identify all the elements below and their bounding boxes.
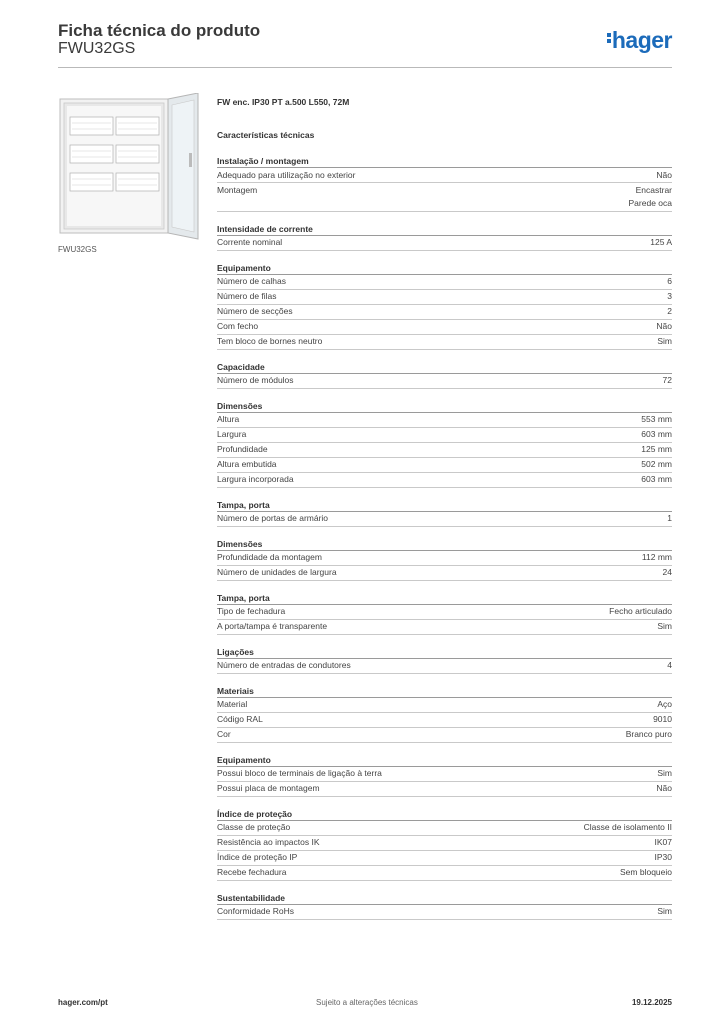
spec-value: 9010	[653, 714, 672, 724]
spec-row	[217, 728, 672, 743]
spec-row	[217, 458, 672, 473]
spec-group-title: Tampa, porta	[217, 498, 672, 512]
spec-label: Possui bloco de terminais de ligação à terra	[217, 768, 382, 778]
spec-row	[217, 183, 672, 212]
spec-label: Código RAL	[217, 714, 263, 724]
spec-group-title: Materiais	[217, 684, 672, 698]
spec-label: Material	[217, 699, 248, 709]
hager-logo	[607, 27, 672, 54]
spec-label: Corrente nominal	[217, 237, 283, 247]
spec-label: Montagem	[217, 184, 258, 195]
spec-group	[217, 498, 672, 527]
spec-row	[217, 512, 672, 527]
spec-value: 603 mm	[641, 429, 672, 439]
spec-label: Tipo de fechadura	[217, 606, 286, 616]
spec-label: Com fecho	[217, 321, 259, 331]
spec-row	[217, 374, 672, 389]
spec-row	[217, 851, 672, 866]
spec-label: Tem bloco de bornes neutro	[217, 336, 323, 346]
spec-row	[217, 443, 672, 458]
spec-value: 1	[667, 513, 672, 523]
spec-value: 4	[667, 660, 672, 670]
spec-row	[217, 305, 672, 320]
footer-website: hager.com/pt	[58, 998, 108, 1007]
spec-group-title: Ligações	[217, 645, 672, 659]
spec-row	[217, 320, 672, 335]
footer-date: 19.12.2025	[631, 998, 672, 1007]
page-header	[58, 20, 672, 68]
spec-row	[217, 659, 672, 674]
spec-label: Cor	[217, 729, 231, 739]
spec-group	[217, 222, 672, 251]
product-code: FWU32GS	[58, 40, 136, 57]
spec-group	[217, 154, 672, 212]
logo-colon-icon	[607, 31, 611, 45]
spec-label: Altura embutida	[217, 459, 277, 469]
spec-group	[217, 537, 672, 581]
spec-row	[217, 168, 672, 183]
spec-group	[217, 261, 672, 350]
spec-value: Não	[656, 783, 672, 793]
spec-value: 125 A	[650, 237, 672, 247]
spec-row	[217, 620, 672, 635]
spec-value: Não	[656, 169, 672, 180]
page-title: Ficha técnica do produto	[58, 21, 261, 40]
spec-value: Aço	[657, 699, 672, 709]
spec-value: Sim	[657, 621, 672, 631]
spec-value: 502 mm	[641, 459, 672, 469]
spec-row	[217, 836, 672, 851]
spec-label: Recebe fechadura	[217, 867, 287, 877]
spec-label: Número de secções	[217, 306, 293, 316]
spec-label: Número de unidades de largura	[217, 567, 337, 577]
product-name: FW enc. IP30 PT a.500 L550, 72M	[217, 97, 350, 107]
spec-value: Não	[656, 321, 672, 331]
spec-value: 3	[667, 291, 672, 301]
spec-label: Número de filas	[217, 291, 277, 301]
enclosure-illustration	[58, 93, 206, 240]
spec-label: Número de módulos	[217, 375, 294, 385]
spec-group-title: Equipamento	[217, 753, 672, 767]
spec-value: Sem bloqueio	[620, 867, 672, 877]
spec-value: 125 mm	[641, 444, 672, 454]
spec-label: Profundidade da montagem	[217, 552, 322, 562]
spec-label: Altura	[217, 414, 240, 424]
spec-row	[217, 866, 672, 881]
spec-row	[217, 236, 672, 251]
spec-row	[217, 698, 672, 713]
spec-sheet	[217, 95, 672, 920]
spec-label: Possui placa de montagem	[217, 783, 320, 793]
spec-label: Profundidade	[217, 444, 268, 454]
spec-group	[217, 807, 672, 881]
spec-group-title: Tampa, porta	[217, 591, 672, 605]
logo-text: hager	[611, 27, 672, 53]
spec-label: Conformidade RoHs	[217, 906, 295, 916]
footer-notice: Sujeito a alterações técnicas	[316, 998, 418, 1007]
spec-value: 2	[667, 306, 672, 316]
spec-row	[217, 767, 672, 782]
spec-groups	[217, 154, 672, 920]
spec-group-title: Equipamento	[217, 261, 672, 275]
spec-heading: Características técnicas	[217, 130, 315, 140]
spec-value: 72	[662, 375, 672, 385]
spec-group-title: Sustentabilidade	[217, 891, 672, 905]
spec-group-title: Índice de proteção	[217, 807, 672, 821]
spec-value: Classe de isolamento II	[583, 822, 672, 832]
spec-value: Sim	[657, 768, 672, 778]
spec-label: Número de calhas	[217, 276, 286, 286]
spec-value: Encastrar Parede oca	[628, 184, 672, 208]
spec-row	[217, 821, 672, 836]
spec-value: Sim	[657, 906, 672, 916]
spec-group	[217, 753, 672, 797]
spec-group	[217, 360, 672, 389]
spec-row	[217, 335, 672, 350]
spec-row	[217, 566, 672, 581]
spec-value: Fecho articulado	[609, 606, 672, 616]
spec-label: Resistência ao impactos IK	[217, 837, 320, 847]
spec-group	[217, 645, 672, 674]
spec-row	[217, 413, 672, 428]
spec-label: Índice de proteção IP	[217, 852, 298, 862]
spec-row	[217, 551, 672, 566]
spec-row	[217, 473, 672, 488]
spec-group-title: Dimensões	[217, 537, 672, 551]
image-caption: FWU32GS	[58, 245, 97, 254]
spec-label: Número de portas de armário	[217, 513, 329, 523]
spec-group	[217, 891, 672, 920]
spec-row	[217, 428, 672, 443]
spec-value: 553 mm	[641, 414, 672, 424]
product-image	[58, 93, 206, 240]
spec-group-title: Dimensões	[217, 399, 672, 413]
spec-label: Classe de proteção	[217, 822, 291, 832]
spec-label: Largura	[217, 429, 247, 439]
spec-group-title: Capacidade	[217, 360, 672, 374]
spec-row	[217, 290, 672, 305]
spec-value: Sim	[657, 336, 672, 346]
spec-value: Branco puro	[625, 729, 672, 739]
spec-value: IK07	[654, 837, 672, 847]
spec-group	[217, 591, 672, 635]
spec-value: 6	[667, 276, 672, 286]
spec-row	[217, 275, 672, 290]
spec-row	[217, 605, 672, 620]
spec-value: 24	[662, 567, 672, 577]
spec-group	[217, 684, 672, 743]
spec-value: IP30	[654, 852, 672, 862]
spec-group-title: Intensidade de corrente	[217, 222, 672, 236]
spec-row	[217, 713, 672, 728]
spec-row	[217, 905, 672, 920]
spec-value: 603 mm	[641, 474, 672, 484]
spec-group-title: Instalação / montagem	[217, 154, 672, 168]
spec-label: Número de entradas de condutores	[217, 660, 351, 670]
spec-row	[217, 782, 672, 797]
spec-label: Adequado para utilização no exterior	[217, 169, 356, 180]
spec-group	[217, 399, 672, 488]
spec-label: A porta/tampa é transparente	[217, 621, 328, 631]
spec-value: 112 mm	[641, 552, 672, 562]
spec-label: Largura incorporada	[217, 474, 294, 484]
